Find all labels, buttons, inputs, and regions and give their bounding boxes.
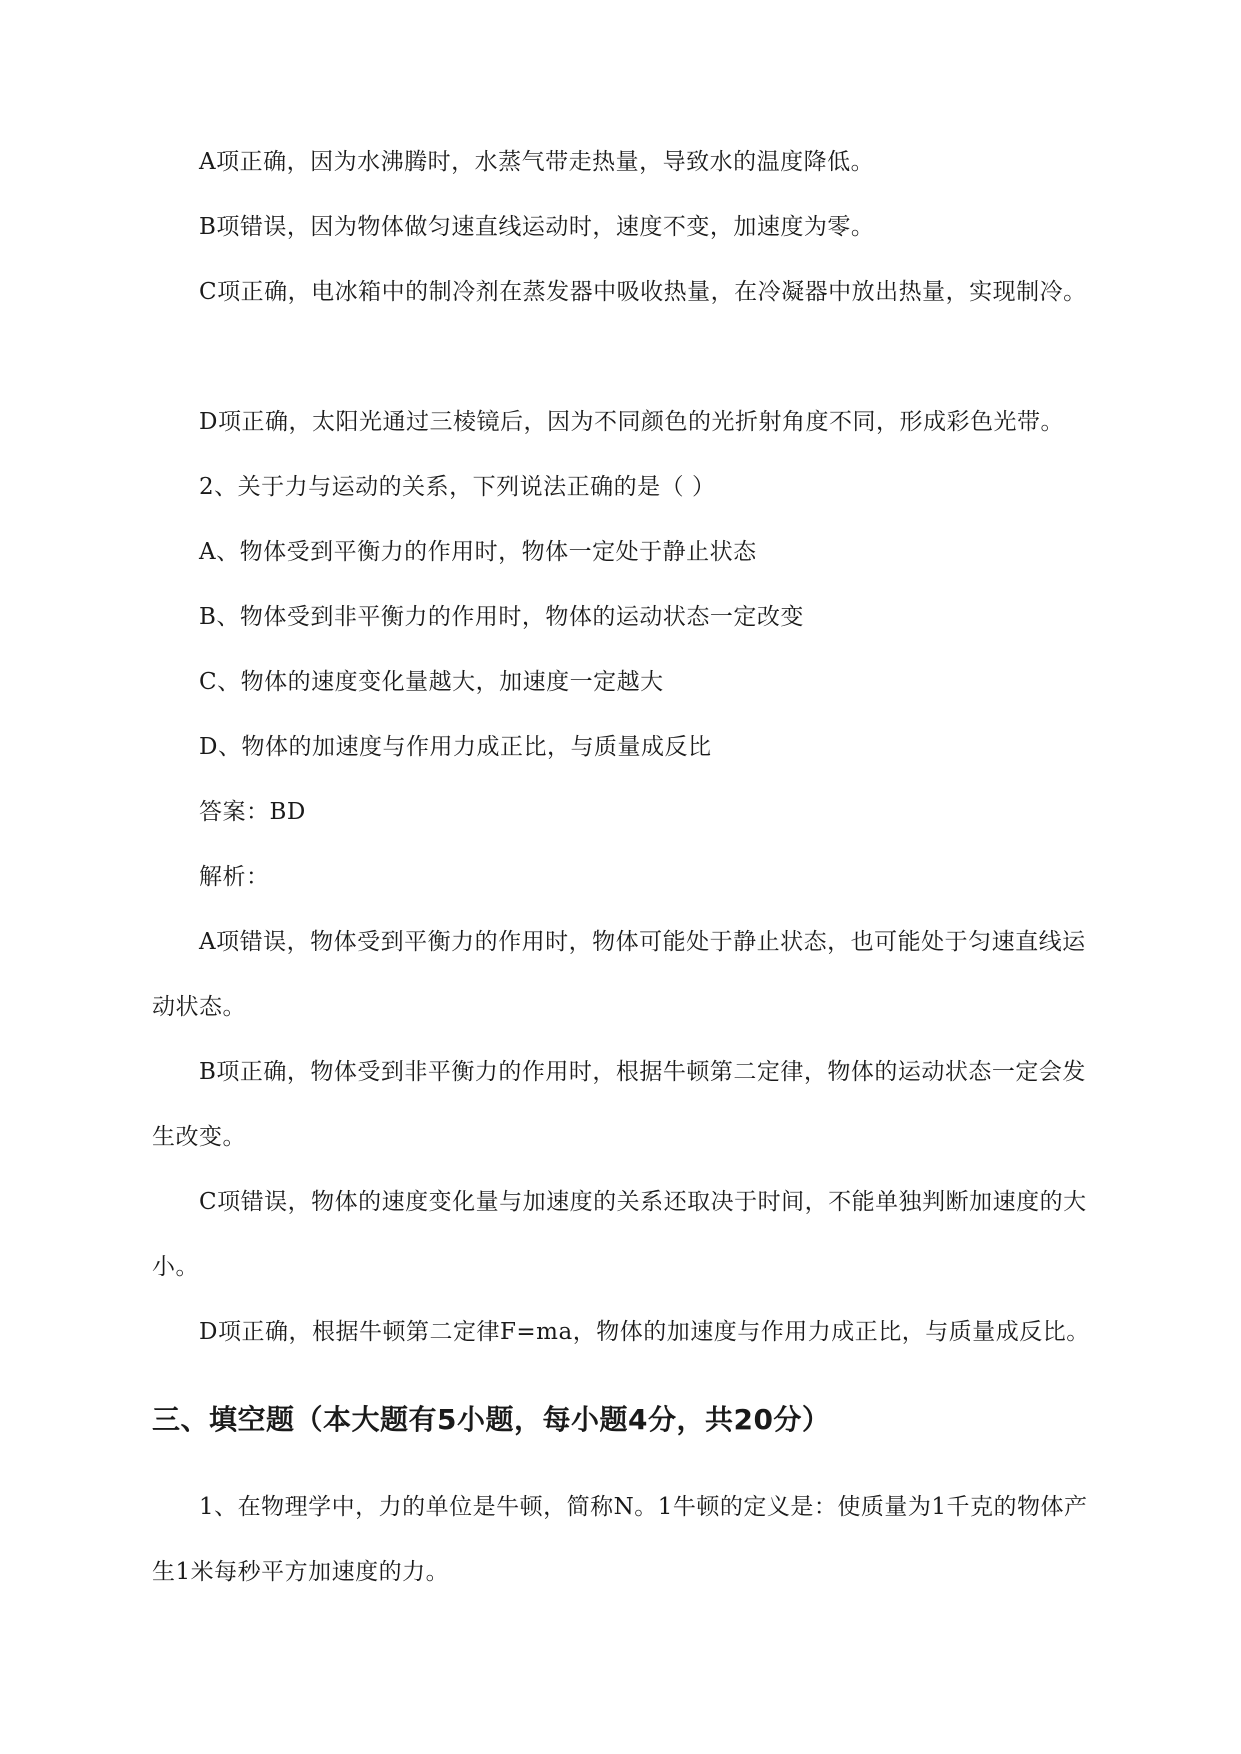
- question-2-stem: 2、关于力与运动的关系，下列说法正确的是（ ）: [199, 474, 716, 500]
- question-2-analysis-b: B项正确，物体受到非平衡力的作用时，根据牛顿第二定律，物体的运动状态一定会发生改变。: [152, 1059, 1086, 1150]
- analysis-q1-a: A项正确，因为水沸腾时，水蒸气带走热量，导致水的温度降低。: [199, 149, 875, 175]
- question-2-answer: 答案：BD: [199, 799, 306, 825]
- question-2-option-c: C、物体的速度变化量越大，加速度一定越大: [199, 669, 664, 695]
- question-2-option-d: D、物体的加速度与作用力成正比，与质量成反比: [199, 734, 712, 760]
- question-2-analysis-a: A项错误，物体受到平衡力的作用时，物体可能处于静止状态，也可能处于匀速直线运动状态。: [152, 929, 1086, 1020]
- section-3-question-1: 1、在物理学中，力的单位是牛顿，简称N。1牛顿的定义是：使质量为1千克的物体产生1米每秒平方加速度的力。: [152, 1494, 1088, 1585]
- section-3-heading: 三、填空题（本大题有5小题，每小题4分，共20分）: [152, 1403, 831, 1436]
- question-2-analysis-label: 解析：: [199, 864, 270, 890]
- question-2-option-a: A、物体受到平衡力的作用时，物体一定处于静止状态: [199, 539, 757, 565]
- question-2-option-b: B、物体受到非平衡力的作用时，物体的运动状态一定改变: [199, 604, 804, 630]
- question-2-analysis-c: C项错误，物体的速度变化量与加速度的关系还取决于时间，不能单独判断加速度的大小。: [152, 1189, 1087, 1280]
- analysis-q1-d: D项正确，太阳光通过三棱镜后，因为不同颜色的光折射角度不同，形成彩色光带。: [199, 409, 1064, 435]
- analysis-q1-c: C项正确，电冰箱中的制冷剂在蒸发器中吸收热量，在冷凝器中放出热量，实现制冷。: [199, 279, 1087, 305]
- question-2-analysis-d: D项正确，根据牛顿第二定律F=ma，物体的加速度与作用力成正比，与质量成反比。: [199, 1319, 1090, 1345]
- analysis-q1-b: B项错误，因为物体做匀速直线运动时，速度不变，加速度为零。: [199, 214, 875, 240]
